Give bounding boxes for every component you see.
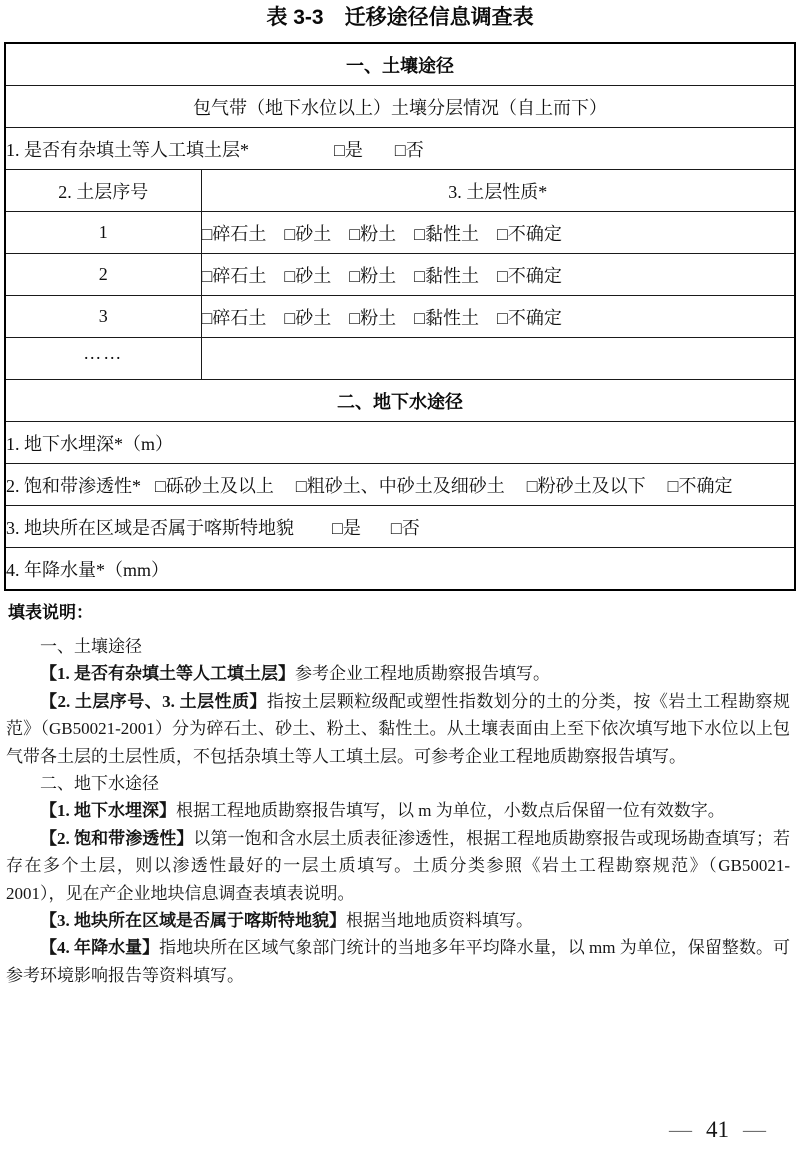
checkbox-option-yes: □是 (332, 517, 361, 538)
note-term: 【2. 饱和带渗透性】 (40, 828, 194, 848)
empty-property-cell (201, 338, 795, 380)
table-row-section1-header (5, 43, 795, 86)
table-row-fill-layer-question (5, 128, 795, 170)
table-row-groundwater-depth (5, 422, 795, 464)
notes-section (6, 601, 790, 989)
checkbox-option-sand: □砂土 (284, 265, 332, 286)
note-term: 【1. 地下水埋深】 (40, 801, 176, 821)
note-paragraph (6, 633, 790, 660)
note-text: 二、地下水途径 (40, 774, 159, 794)
page-number (669, 1116, 766, 1144)
checkbox-option-sand: □砂土 (284, 307, 332, 328)
soil-layering-subheader: 包气带（地下水位以上）土壤分层情况（自上而下） (5, 86, 795, 128)
checkbox-option-gravel-sand-above: □砾砂土及以上 (155, 475, 274, 496)
checkbox-option-coarse-medium-fine-sand: □粗砂土、中砂土及细砂土 (295, 475, 505, 496)
note-paragraph (6, 797, 790, 824)
table-row-permeability (5, 464, 795, 506)
checkbox-option-silt: □粉土 (349, 307, 397, 328)
note-text: 根据当地地质资料填写。 (346, 911, 533, 931)
permeability-label: 2. 饱和带渗透性* (6, 475, 141, 496)
groundwater-depth-label: 1. 地下水埋深*（m） (5, 422, 795, 464)
checkbox-option-gravel: □碎石土 (201, 223, 267, 244)
table-row-soil-subheader (5, 86, 795, 128)
checkbox-option-gravel: □碎石土 (201, 265, 267, 286)
checkbox-option-silt: □粉土 (349, 265, 397, 286)
page-number-dash-right: — (743, 1117, 766, 1142)
layer-seq-ellipsis: …… (83, 343, 124, 363)
note-paragraph (6, 660, 790, 687)
note-paragraph (6, 770, 790, 797)
note-text: 指地块所在区域气象部门统计的当地多年平均降水量，以 mm 为单位，保留整数。可参考环境影响报告等资料填写。 (6, 938, 790, 985)
layer-seq: 2 (5, 254, 201, 296)
table-row-column-headers (5, 170, 795, 212)
checkbox-option-sand: □砂土 (284, 223, 332, 244)
column-header-layer-seq: 2. 土层序号 (5, 170, 201, 212)
checkbox-option-no: □否 (394, 139, 424, 160)
table-row-layer-3 (5, 296, 795, 338)
note-text: 以第一饱和含水层土质表征渗透性，根据工程地质勘察报告或现场勘查填写；若存在多个土层，则以渗透性最好的一层土质填写。土质分类参照《岩土工程勘察规范》（GB50021-2001），见在产企业地块信息调查表填表说明。 (6, 828, 791, 903)
checkbox-option-clay: □黏性土 (414, 307, 479, 328)
checkbox-option-clay: □黏性土 (414, 265, 479, 286)
section-soil-header: 一、土壤途径 (5, 43, 795, 86)
note-text: 指按土层颗粒级配或塑性指数划分的土的分类，按《岩土工程勘察规范》（GB50021-2001）分为碎石土、砂土、粉土、黏性土。从土壤表面由上至下依次填写地下水位以上包气带各土层的土层性质，不包括杂填土等人工填土层。可参考企业工程地质勘察报告填写。 (6, 691, 791, 766)
page-number-dash-left: — (669, 1117, 692, 1142)
note-term: 【1. 是否有杂填土等人工填土层】 (40, 664, 295, 684)
table-row-layer-2 (5, 254, 795, 296)
note-text: 根据工程地质勘察报告填写，以 m 为单位，小数点后保留一位有效数字。 (176, 801, 725, 821)
note-term: 【2. 土层序号、3. 土层性质】 (40, 691, 267, 711)
checkbox-option-silty-sand-below: □粉砂土及以下 (526, 475, 646, 496)
notes-heading: 填表说明： (8, 603, 93, 622)
karst-question-label: 3. 地块所在区域是否属于喀斯特地貌 (6, 517, 294, 538)
checkbox-option-clay: □黏性土 (414, 223, 479, 244)
checkbox-option-uncertain: □不确定 (497, 223, 562, 244)
checkbox-option-gravel: □碎石土 (201, 307, 267, 328)
table-row-section2-header (5, 380, 795, 422)
checkbox-option-no: □否 (390, 517, 420, 538)
note-text: 参考企业工程地质勘察报告填写。 (295, 664, 550, 684)
column-header-layer-property: 3. 土层性质* (201, 170, 795, 212)
checkbox-option-uncertain: □不确定 (667, 475, 733, 496)
checkbox-option-uncertain: □不确定 (497, 265, 562, 286)
table-row-karst (5, 506, 795, 548)
note-paragraph (6, 907, 790, 934)
note-term: 【3. 地块所在区域是否属于喀斯特地貌】 (40, 911, 346, 931)
annual-rainfall-label: 4. 年降水量*（mm） (5, 548, 795, 591)
table-row-layer-1 (5, 212, 795, 254)
checkbox-option-silt: □粉土 (349, 223, 397, 244)
layer-seq: 1 (5, 212, 201, 254)
note-term: 【4. 年降水量】 (40, 938, 160, 958)
checkbox-option-yes: □是 (334, 139, 363, 160)
fill-layer-question-label: 1. 是否有杂填土等人工填土层* (6, 139, 249, 160)
document-page (0, 4, 800, 1156)
checkbox-option-uncertain: □不确定 (497, 307, 562, 328)
page-number-value: 41 (706, 1117, 729, 1142)
note-text: 一、土壤途径 (40, 637, 142, 656)
table-row-layer-more (5, 338, 795, 380)
note-paragraph (6, 825, 790, 907)
layer-seq: 3 (5, 296, 201, 338)
document-title: 表 3-3 迁移途径信息调查表 (266, 6, 534, 29)
note-paragraph (6, 688, 790, 770)
section-groundwater-header: 二、地下水途径 (5, 380, 795, 422)
survey-form-table (4, 42, 796, 591)
table-row-rainfall (5, 548, 795, 591)
note-paragraph (6, 934, 790, 989)
